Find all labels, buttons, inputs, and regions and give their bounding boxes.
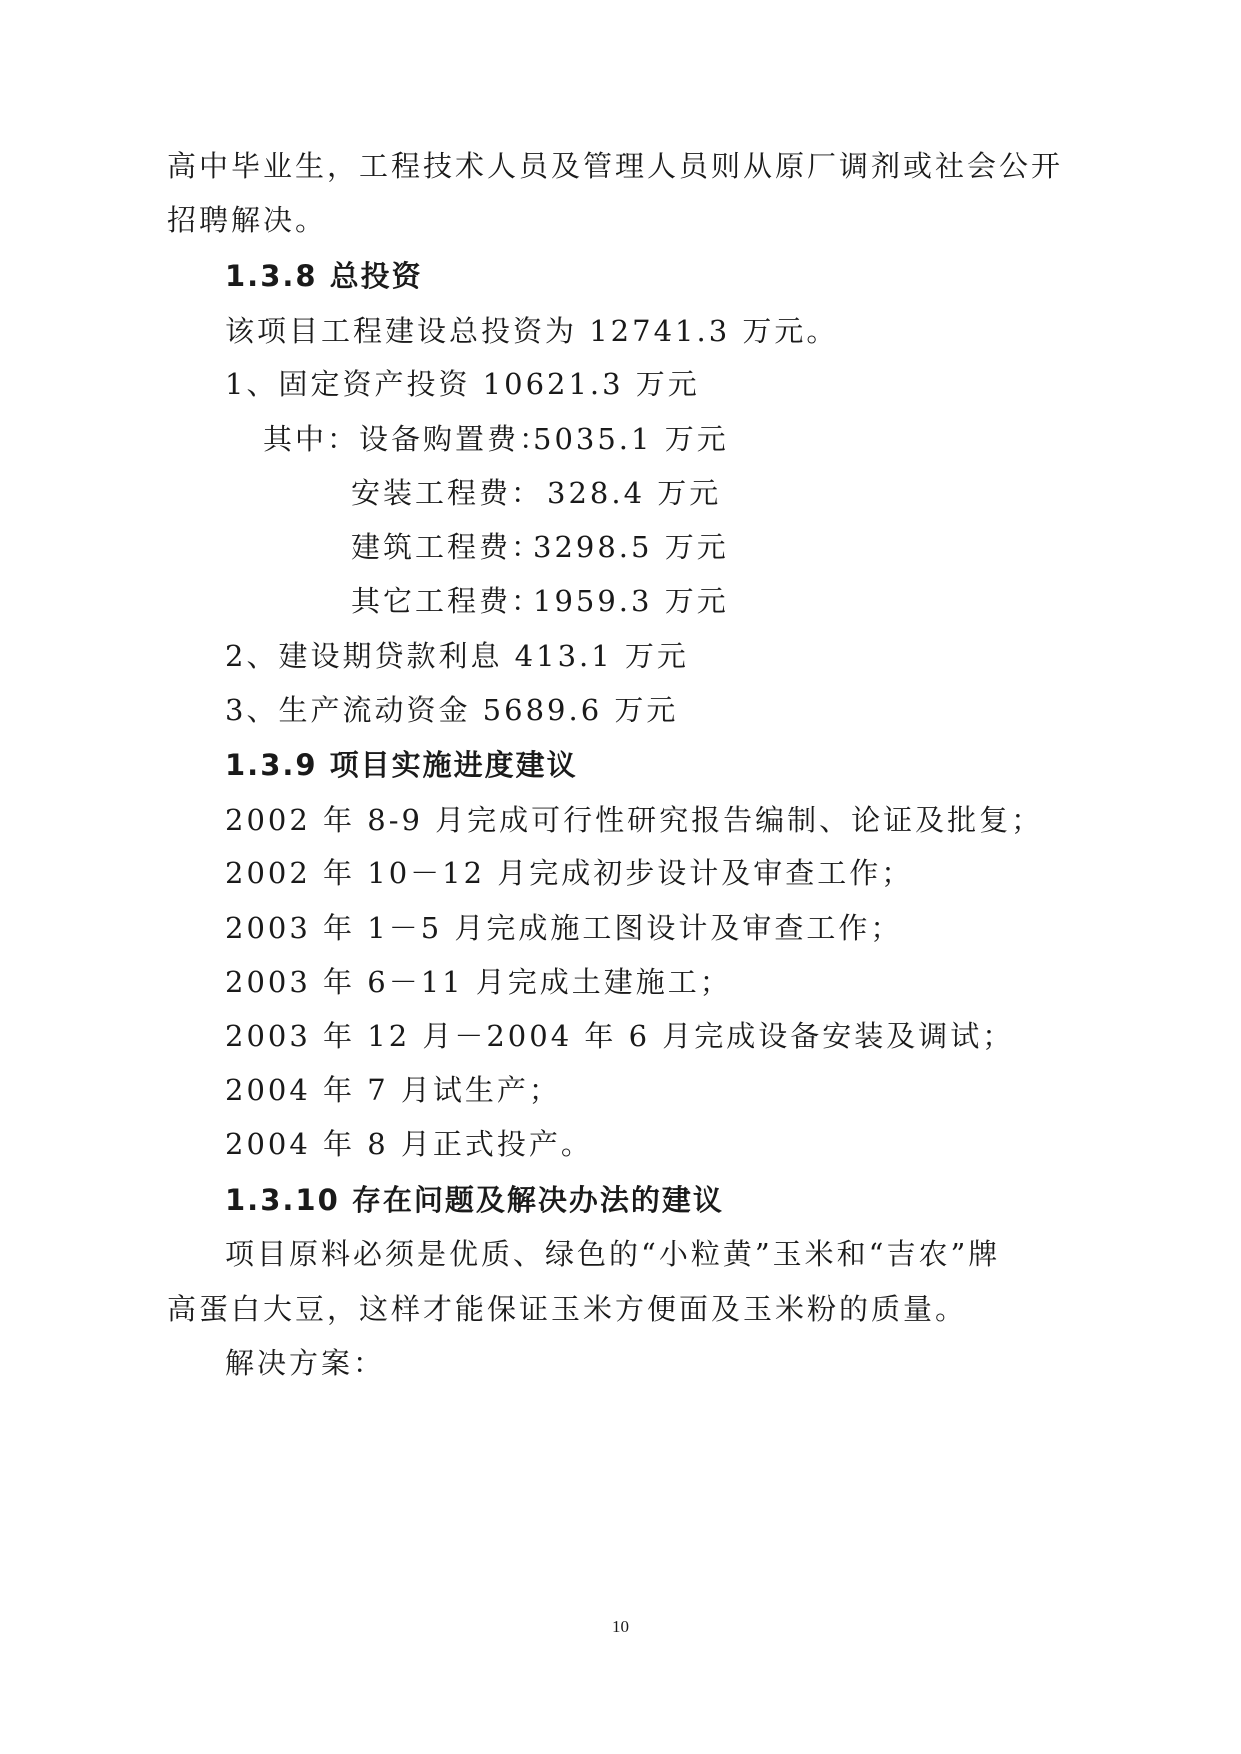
schedule-item: 2002 年 8-9 月完成可行性研究报告编制、论证及批复；	[225, 803, 1044, 837]
breakdown-prefix: 其中：	[263, 422, 360, 456]
working-capital-item: 3、生产流动资金 5689.6 万元	[225, 693, 679, 727]
raw-material-text-line-1: 项目原料必须是优质、绿色的“小粒黄”玉米和“吉农”牌	[225, 1237, 1001, 1271]
breakdown-label-installation: 安装工程费：	[351, 476, 544, 510]
breakdown-label: 设备购置费：	[359, 422, 552, 456]
breakdown-amount-other: 1959.3 万元	[533, 584, 729, 618]
breakdown-label-other: 其它工程费：	[351, 584, 544, 618]
section-heading-1-3-9: 1.3.9 项目实施进度建议	[225, 748, 578, 782]
staffing-text-line-1: 高中毕业生，工程技术人员及管理人员则从原厂调剂或社会公开	[167, 149, 1064, 183]
solution-label: 解决方案：	[225, 1346, 386, 1380]
page-number: 10	[612, 1617, 629, 1636]
schedule-item: 2002 年 10－12 月完成初步设计及审查工作；	[225, 856, 914, 890]
total-investment-text: 该项目工程建设总投资为 12741.3 万元。	[225, 314, 839, 348]
breakdown-label-construction: 建筑工程费：	[351, 530, 544, 564]
loan-interest-item: 2、建设期贷款利息 413.1 万元	[225, 639, 689, 673]
fixed-asset-investment-item: 1、固定资产投资 10621.3 万元	[225, 367, 700, 401]
breakdown-amount-equipment: 5035.1 万元	[533, 422, 729, 456]
section-heading-1-3-10: 1.3.10 存在问题及解决办法的建议	[225, 1183, 724, 1217]
schedule-item: 2004 年 7 月试生产；	[225, 1073, 561, 1107]
breakdown-amount-installation: 328.4 万元	[547, 476, 722, 510]
breakdown-amount-construction: 3298.5 万元	[533, 530, 729, 564]
raw-material-text-line-2: 高蛋白大豆，这样才能保证玉米方便面及玉米粉的质量。	[167, 1292, 968, 1326]
schedule-item: 2003 年 1－5 月完成施工图设计及审查工作；	[225, 911, 903, 945]
schedule-item: 2004 年 8 月正式投产。	[225, 1127, 593, 1161]
staffing-text-line-2: 招聘解决。	[167, 203, 328, 237]
breakdown-row-equipment	[263, 419, 551, 459]
schedule-item: 2003 年 12 月－2004 年 6 月完成设备安装及调试；	[225, 1019, 1015, 1053]
section-heading-1-3-8: 1.3.8 总投资	[225, 259, 423, 293]
schedule-item: 2003 年 6－11 月完成土建施工；	[225, 965, 732, 999]
